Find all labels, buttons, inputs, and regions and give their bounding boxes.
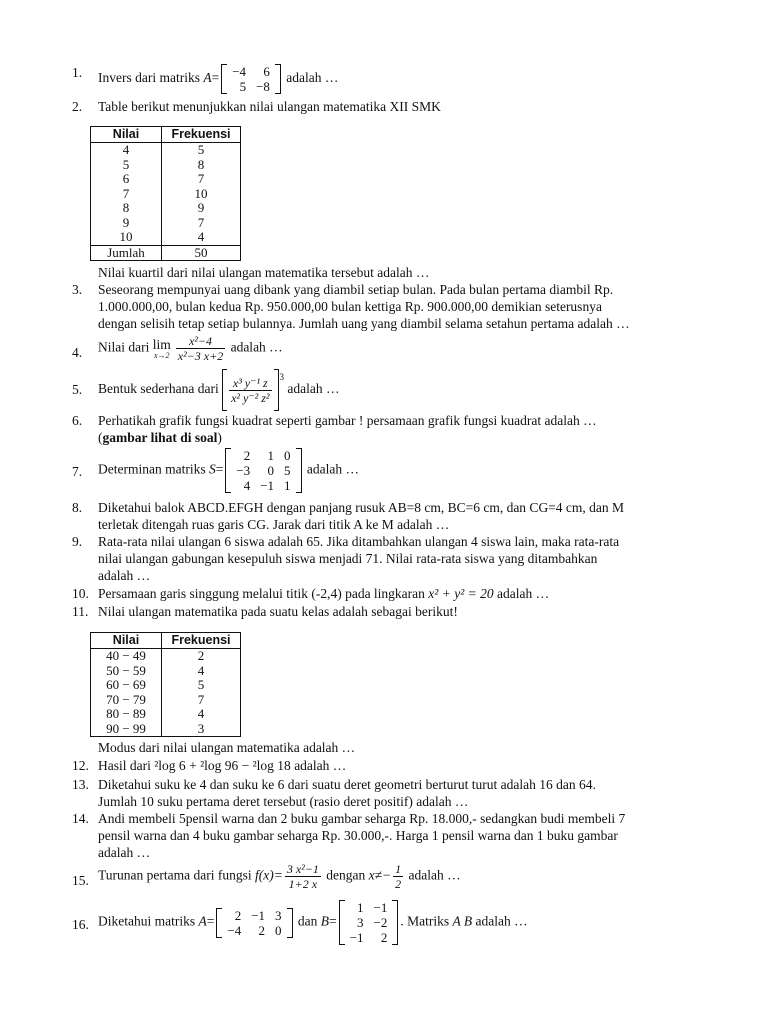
matrix-cell: 5 xyxy=(239,79,247,94)
numerator: x³ y⁻¹ z xyxy=(229,376,271,391)
function-fraction xyxy=(285,862,321,891)
question-text: Determinan matriks xyxy=(98,461,209,477)
question-suffix: adalah … xyxy=(472,913,528,929)
question-suffix: adalah … xyxy=(493,586,550,601)
question-number: 8. xyxy=(72,500,83,515)
table-cell: 8 xyxy=(91,201,162,216)
circle-equation: x² + y² = 20 xyxy=(428,586,494,601)
question-number: 5. xyxy=(72,382,83,397)
matrix-cell: −3 xyxy=(236,463,251,478)
table-cell: 70 − 79 xyxy=(91,693,162,708)
question-text: adalah … xyxy=(98,845,151,860)
table-cell: 60 − 69 xyxy=(91,678,162,693)
question-number: 15. xyxy=(72,873,89,888)
exponent: 3 xyxy=(279,372,285,382)
question-text: Hasil dari xyxy=(98,758,155,773)
question-text: Turunan pertama dari fungsi xyxy=(98,867,255,883)
matrix-cell: 3 xyxy=(275,907,282,923)
matrix-cell: −2 xyxy=(373,915,388,930)
question-text: nilai ulangan gabungan kesepuluh siswa menjadi 71. Nilai rata-rata siswa yang ditambahkan xyxy=(98,551,598,566)
question-suffix: adalah … xyxy=(303,461,360,477)
question-number: 6. xyxy=(72,413,83,428)
table-row xyxy=(91,664,241,679)
question-number: 7. xyxy=(72,464,83,479)
question-text: Table berikut menunjukkan nilai ulangan matematika XII SMK xyxy=(98,99,441,114)
table-header: Frekuensi xyxy=(162,633,241,649)
table-cell: 50 − 59 xyxy=(91,664,162,679)
expression-fraction xyxy=(229,376,271,405)
image-note: gambar lihat di soal xyxy=(102,430,218,445)
question-6 xyxy=(72,412,702,446)
question-number: 14. xyxy=(72,811,89,826)
matrix-cell: −1 xyxy=(349,930,364,945)
matrix-a xyxy=(221,64,281,94)
table-cell: 9 xyxy=(162,201,241,216)
question-text: Rata-rata nilai ulangan 6 siswa adalah 65. Jika ditambahkan ulangan 4 siswa lain, maka rata-rata xyxy=(98,534,620,549)
table-row xyxy=(91,158,241,173)
question-number: 3. xyxy=(72,282,83,297)
table-row xyxy=(91,172,241,187)
matrix-cell: 1 xyxy=(357,900,364,915)
question-text: dengan xyxy=(322,867,369,883)
matrix-b xyxy=(339,900,399,945)
matrix-cell: 0 xyxy=(267,463,275,478)
operator: − xyxy=(241,758,250,773)
question-11 xyxy=(72,603,702,620)
question-text: Bentuk sederhana dari xyxy=(98,381,223,397)
table-row xyxy=(91,230,241,245)
question-number: 16. xyxy=(72,917,89,932)
matrix-cell: −8 xyxy=(256,79,270,94)
question-8 xyxy=(72,499,702,533)
question-text: Nilai kuartil dari nilai ulangan matematika tersebut adalah … xyxy=(98,265,430,280)
question-suffix: adalah … xyxy=(284,381,340,397)
table-cell: 4 xyxy=(91,143,162,158)
question-number: 12. xyxy=(72,758,89,773)
question-text: Persamaan garis singgung melalui titik (-2,4) pada lingkaran xyxy=(98,586,429,601)
question-text: Diketahui matriks xyxy=(98,913,199,929)
table-cell: 10 xyxy=(91,230,162,245)
table-cell: 40 − 49 xyxy=(91,649,162,664)
frequency-table-1 xyxy=(90,126,241,261)
limit-fraction xyxy=(176,334,225,363)
matrix-cell: −1 xyxy=(260,478,275,493)
limit-word: lim xyxy=(152,336,171,352)
question-text: dan xyxy=(294,913,321,929)
question-text: 1.000.000,00, bulan kedua Rp. 950.000,00 bulan kettiga Rp. 900.000,00 demikian seterusnya xyxy=(98,299,602,314)
question-16 xyxy=(72,900,702,945)
question-11-followup xyxy=(72,739,702,756)
table-cell: 6 xyxy=(91,172,162,187)
question-number: 9. xyxy=(72,534,83,549)
matrix-cell: 3 xyxy=(357,915,364,930)
question-suffix: adalah … xyxy=(227,339,283,355)
table-row xyxy=(91,187,241,202)
denominator: x²−3 x+2 xyxy=(177,349,224,363)
matrix-cell: 2 xyxy=(234,907,242,923)
question-text: Jumlah 10 suku pertama deret tersebut (rasio deret positif) adalah … xyxy=(98,794,469,809)
equals-sign: = xyxy=(329,913,337,929)
table-row xyxy=(91,201,241,216)
matrix-cell: 2 xyxy=(380,930,388,945)
table-cell: 4 xyxy=(162,664,241,679)
table-row xyxy=(91,216,241,231)
log-term: ²log 6 xyxy=(154,758,186,773)
question-text: Invers dari matriks xyxy=(98,70,204,86)
question-2 xyxy=(72,98,702,115)
limit-subscript: x→2 xyxy=(153,350,170,360)
question-text: Nilai ulangan matematika pada suatu kelas adalah sebagai berikut! xyxy=(98,604,458,619)
table-cell: 3 xyxy=(162,722,241,737)
table-header: Frekuensi xyxy=(162,127,241,143)
matrix-variable: A xyxy=(198,913,207,929)
table-row xyxy=(91,143,241,158)
matrix-cell: −1 xyxy=(373,900,388,915)
table-cell: 8 xyxy=(162,158,241,173)
matrix-variable: B xyxy=(320,913,330,929)
question-14 xyxy=(72,810,702,861)
question-suffix: adalah … xyxy=(290,758,347,773)
numerator: 1 xyxy=(395,862,402,876)
matrix-cell: −4 xyxy=(232,64,247,79)
matrix-cell: 4 xyxy=(243,478,251,493)
denominator: 2 xyxy=(395,877,402,891)
question-number: 4. xyxy=(72,345,83,360)
bracketed-expression xyxy=(222,369,284,411)
question-text: Modus dari nilai ulangan matematika adalah … xyxy=(98,740,356,755)
question-text: adalah … xyxy=(98,568,151,583)
question-number: 1. xyxy=(72,65,83,80)
question-2-followup xyxy=(72,264,702,281)
denominator: x² y⁻² z² xyxy=(231,390,270,405)
question-text: terletak ditengah ruas garis CG. Jarak dari titik A ke M adalah … xyxy=(98,517,450,532)
table-cell: 80 − 89 xyxy=(91,707,162,722)
table-cell: 9 xyxy=(91,216,162,231)
question-number: 11. xyxy=(72,604,89,619)
question-5 xyxy=(72,369,702,411)
question-number: 2. xyxy=(72,99,83,114)
table-cell: 7 xyxy=(162,172,241,187)
question-text: pensil warna dan 4 buku gambar seharga Rp. 30.000,-. Harga 1 pensil warna dan 1 buku gambar xyxy=(98,828,618,843)
question-text: Andi membeli 5pensil warna dan 2 buku gambar seharga Rp. 18.000,- sedangkan budi membeli 7 xyxy=(98,811,626,826)
frequency-table-2 xyxy=(90,632,241,737)
question-text: Diketahui balok ABCD.EFGH dengan panjang rusuk AB=8 cm, BC=6 cm, dan CG=4 cm, dan M xyxy=(98,500,625,515)
numerator: x²−4 xyxy=(176,334,225,349)
matrix-cell: 2 xyxy=(243,448,251,463)
question-number: 13. xyxy=(72,777,89,792)
table-cell: 10 xyxy=(162,187,241,202)
question-suffix: adalah … xyxy=(405,867,461,883)
question-9 xyxy=(72,533,702,584)
table-cell: 5 xyxy=(162,143,241,158)
question-text: dengan selisih tetap setiap bulannya. Jumlah uang yang diambil selama setahun pertama adalah … xyxy=(98,316,630,331)
table-cell: Jumlah xyxy=(91,245,162,261)
equals-sign: = xyxy=(206,913,215,929)
question-12 xyxy=(72,757,702,774)
question-7 xyxy=(72,448,702,493)
numerator: 3 x²−1 xyxy=(286,862,319,876)
question-13 xyxy=(72,776,702,810)
table-cell: 5 xyxy=(162,678,241,693)
table-cell: 50 xyxy=(162,245,241,261)
matrix-cell: −1 xyxy=(251,907,266,923)
question-1 xyxy=(72,64,702,94)
question-suffix: adalah … xyxy=(282,70,339,86)
question-10 xyxy=(72,585,702,602)
table-header: Nilai xyxy=(91,127,162,143)
log-term: ²log 18 xyxy=(252,758,291,773)
question-text: Perhatikah grafik fungsi kuadrat seperti gambar ! persamaan grafik fungsi kuadrat adalah … xyxy=(98,413,597,428)
matrix-product: A B xyxy=(452,913,473,929)
matrix-a xyxy=(216,908,292,938)
matrix-cell: −4 xyxy=(227,922,242,938)
table-cell: 4 xyxy=(162,707,241,722)
question-text: . Matriks xyxy=(400,913,453,929)
table-cell: 4 xyxy=(162,230,241,245)
matrix-cell: 1 xyxy=(267,448,275,463)
question-4 xyxy=(72,334,702,363)
table-total-row xyxy=(91,245,241,261)
limit-operator xyxy=(153,338,171,360)
question-text: Nilai dari xyxy=(98,339,153,355)
question-3 xyxy=(72,281,702,332)
matrix-s xyxy=(225,448,301,493)
matrix-cell: 0 xyxy=(275,922,282,938)
matrix-variable: S xyxy=(208,461,216,477)
matrix-cell: 5 xyxy=(284,463,291,478)
matrix-cell: 6 xyxy=(263,64,270,79)
operator: + xyxy=(189,758,197,773)
question-number: 10. xyxy=(72,586,89,601)
table-cell: 2 xyxy=(162,649,241,664)
denominator: 1+2 x xyxy=(288,877,318,891)
table-header: Nilai xyxy=(91,633,162,649)
table-row xyxy=(91,678,241,693)
function-name: f(x)= xyxy=(254,867,283,883)
paren: ) xyxy=(217,430,222,445)
matrix-cell: 1 xyxy=(284,478,291,493)
table-row xyxy=(91,722,241,737)
table-cell: 90 − 99 xyxy=(91,722,162,737)
question-text: Seseorang mempunyai uang dibank yang diambil setiap bulan. Pada bulan pertama diambil Rp. xyxy=(98,282,614,297)
table-row xyxy=(91,707,241,722)
paren: ( xyxy=(98,430,103,445)
matrix-variable: A xyxy=(203,70,212,86)
condition: x≠− xyxy=(368,867,392,883)
table-cell: 7 xyxy=(162,216,241,231)
matrix-cell: 0 xyxy=(284,448,291,463)
matrix-cell: 2 xyxy=(258,922,266,938)
question-15 xyxy=(72,862,702,891)
table-row xyxy=(91,693,241,708)
table-cell: 7 xyxy=(91,187,162,202)
log-term: ²log 96 xyxy=(200,758,239,773)
table-cell: 7 xyxy=(162,693,241,708)
equals-sign: = xyxy=(211,70,220,86)
question-text: Diketahui suku ke 4 dan suku ke 6 dari suatu deret geometri berturut turut adalah 16 dan 64. xyxy=(98,777,596,792)
table-cell: 5 xyxy=(91,158,162,173)
condition-fraction xyxy=(393,862,403,891)
equals-sign: = xyxy=(215,461,224,477)
table-row xyxy=(91,649,241,664)
